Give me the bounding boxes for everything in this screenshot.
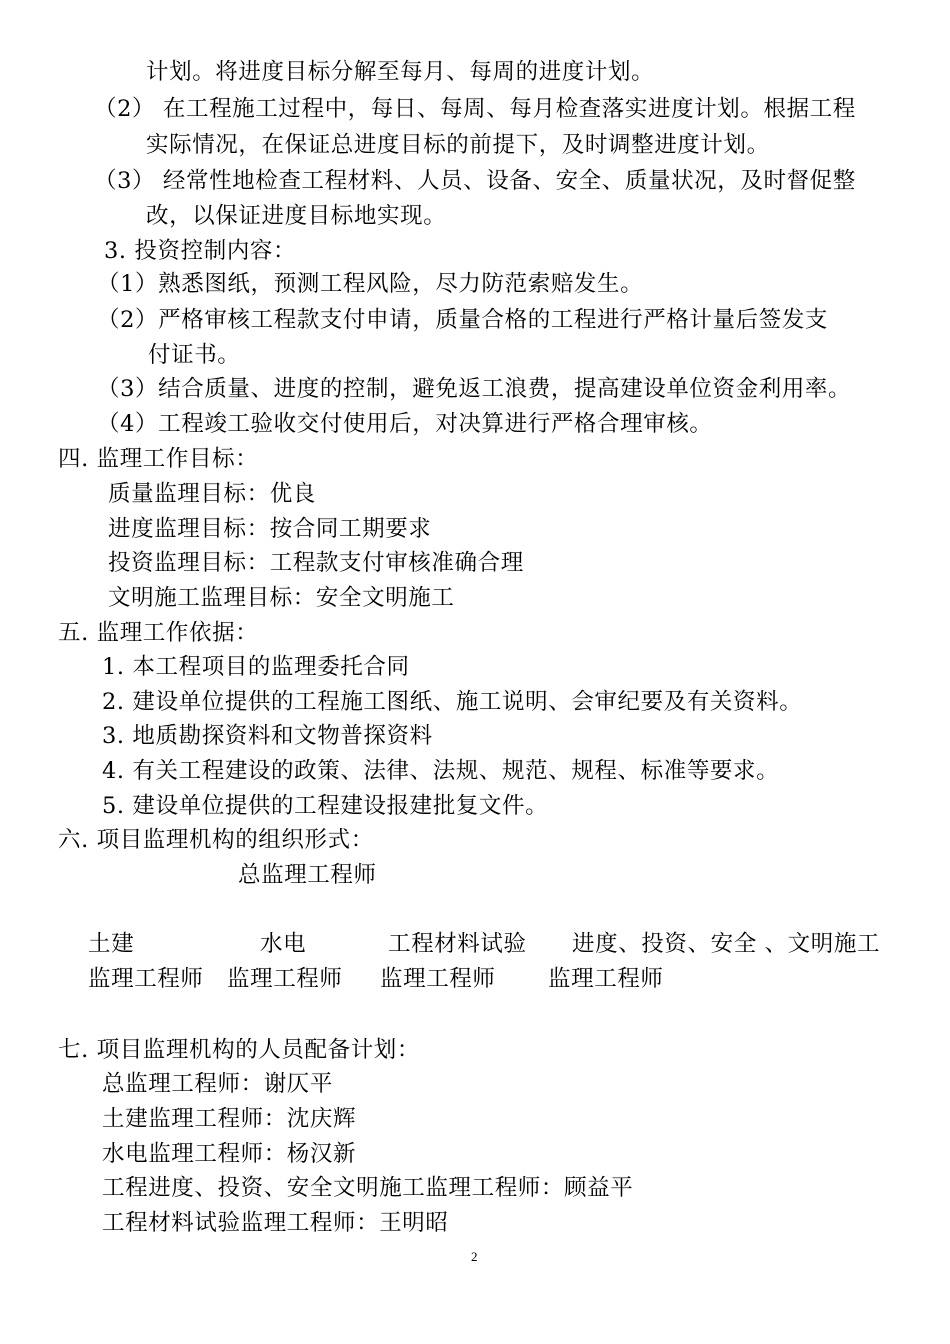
basis-item-1: 1. 本工程项目的监理委托合同 (102, 654, 410, 680)
goal-quality: 质量监理目标：优良 (108, 481, 316, 507)
investment-item-4: （4）工程竣工验收交付使用后，对决算进行严格合理审核。 (97, 411, 713, 437)
investment-item-2-line-2: 付证书。 (148, 342, 241, 368)
staff-progress-investment-safety: 工程进度、投资、安全文明施工监理工程师：顾益平 (102, 1175, 634, 1201)
progress-item-2-line-2: 实际情况，在保证总进度目标的前提下，及时调整进度计划。 (146, 132, 770, 158)
section-6-heading: 六. 项目监理机构的组织形式： (58, 827, 374, 853)
goal-civilized-construction: 文明施工监理目标：安全文明施工 (108, 585, 455, 611)
basis-item-2: 2. 建设单位提供的工程施工图纸、施工说明、会审纪要及有关资料。 (102, 689, 803, 715)
basis-item-3: 3. 地质勘探资料和文物普探资料 (102, 723, 433, 749)
progress-item-2-line-1: （2） 在工程施工过程中，每日、每周、每月检查落实进度计划。根据工程 (94, 96, 856, 122)
org-water-electric-label: 水电 (260, 931, 307, 957)
investment-control-heading: 3. 投资控制内容： (104, 238, 297, 264)
org-chief-engineer: 总监理工程师 (238, 862, 377, 888)
org-materials-test-engineer: 监理工程师 (380, 966, 496, 992)
org-water-electric-engineer: 监理工程师 (227, 966, 343, 992)
org-progress-investment-safety-label: 进度、投资、安全 、文明施工 (572, 931, 881, 957)
section-5-heading: 五. 监理工作依据： (58, 620, 259, 646)
org-civil-label: 土建 (88, 931, 135, 957)
org-materials-test-label: 工程材料试验 (388, 931, 527, 957)
goal-investment: 投资监理目标：工程款支付审核准确合理 (108, 550, 524, 576)
staff-water-electric: 水电监理工程师：杨汉新 (102, 1141, 357, 1167)
page-number: 2 (471, 1249, 478, 1264)
goal-progress: 进度监理目标：按合同工期要求 (108, 516, 432, 542)
staff-materials-test: 工程材料试验监理工程师：王明昭 (102, 1210, 449, 1236)
investment-item-1: （1）熟悉图纸，预测工程风险，尽力防范索赔发生。 (97, 271, 644, 297)
section-4-heading: 四. 监理工作目标： (58, 446, 259, 472)
staff-chief: 总监理工程师：谢仄平 (102, 1071, 334, 1097)
progress-item-3-line-2: 改，以保证进度目标地实现。 (146, 203, 447, 229)
staff-civil: 土建监理工程师：沈庆辉 (102, 1106, 357, 1132)
investment-item-2-line-1: （2）严格审核工程款支付申请，质量合格的工程进行严格计量后签发支 (97, 307, 829, 333)
org-progress-investment-safety-engineer: 监理工程师 (548, 966, 664, 992)
basis-item-4: 4. 有关工程建设的政策、法律、法规、规范、规程、标准等要求。 (102, 758, 780, 784)
progress-item-3-line-1: （3） 经常性地检查工程材料、人员、设备、安全、质量状况，及时督促整 (94, 168, 856, 194)
investment-item-3: （3）结合质量、进度的控制，避免返工浪费，提高建设单位资金利用率。 (97, 376, 852, 402)
org-civil-engineer: 监理工程师 (88, 966, 204, 992)
section-7-heading: 七. 项目监理机构的人员配备计划： (58, 1037, 421, 1063)
basis-item-5: 5. 建设单位提供的工程建设报建批复文件。 (102, 793, 549, 819)
progress-text-continuation: 计划。将进度目标分解至每月、每周的进度计划。 (146, 59, 655, 85)
